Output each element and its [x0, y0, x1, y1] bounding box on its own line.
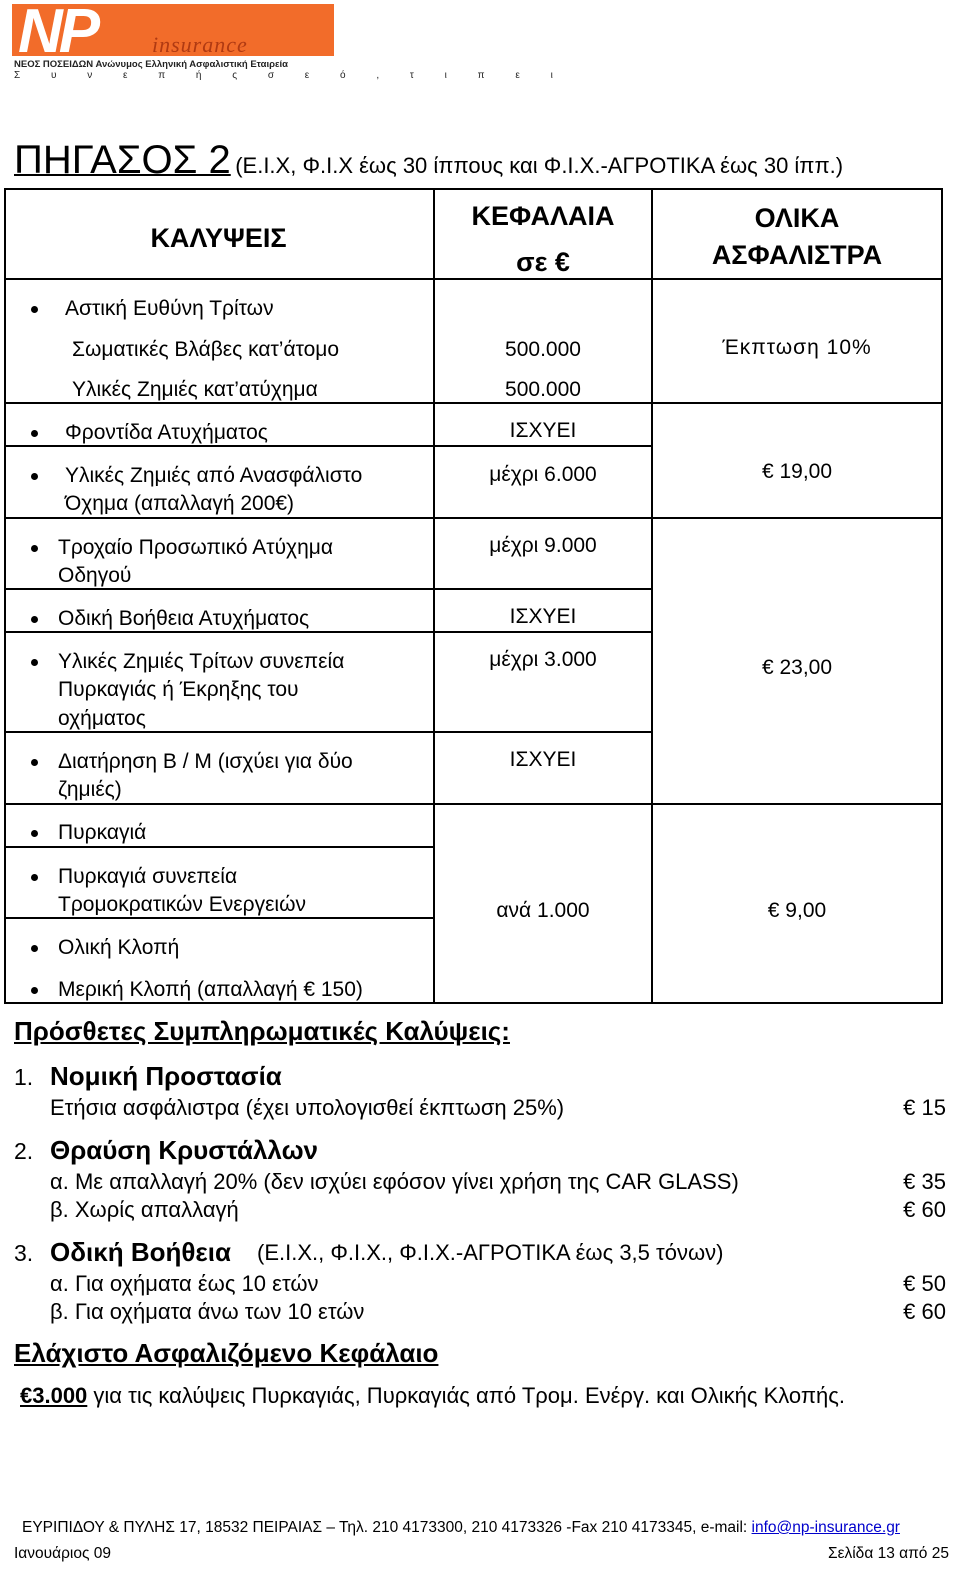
item-line: Ετήσια ασφάλιστρα (έχει υπολογισθεί έκπτωση 25%) — [50, 1095, 565, 1120]
coverage-accident-care: Φροντίδα Ατυχήματος — [65, 421, 268, 444]
bullet — [31, 987, 38, 994]
coverage-personal-accident-line1: Τροχαίο Προσωπικό Ατύχημα — [58, 536, 333, 559]
amount-property-damage: 500.000 — [505, 378, 581, 401]
bullet — [31, 473, 38, 480]
table-border — [941, 188, 943, 1004]
item-title: Οδική Βοήθεια — [50, 1237, 231, 1267]
header-premium: ΟΛΙΚΑ — [754, 203, 840, 233]
coverage-personal-accident-line2: Οδηγού — [58, 564, 132, 587]
table-divider — [433, 188, 435, 1004]
item-title: Νομική Προστασία — [50, 1061, 282, 1091]
header-capital: ΚΕΦΑΛΑΙΑ — [471, 201, 615, 231]
bullet — [31, 659, 38, 666]
additional-coverages-title: Πρόσθετες Συμπληρωματικές Καλύψεις: — [14, 1016, 510, 1046]
company-logo — [12, 0, 567, 82]
coverage-uninsured-line1: Υλικές Ζημιές από Ανασφάλιστο — [65, 464, 363, 487]
product-scope: (Ε.Ι.Χ, Φ.Ι.Χ έως 30 ίππους και Φ.Ι.Χ.-ΑΓΡΟΤΙΚΑ έως 30 ίππ.) — [235, 153, 844, 178]
amount-uninsured: μέχρι 6.000 — [489, 463, 597, 486]
coverage-road-assist: Οδική Βοήθεια Ατυχήματος — [58, 607, 310, 630]
minimum-capital-text — [20, 1383, 845, 1409]
coverage-uninsured-line2: Όχημα (απαλλαγή 200€) — [65, 492, 295, 515]
coverage-civil-liability: Αστική Ευθύνη Τρίτων — [65, 297, 274, 320]
item-line: α. Για οχήματα έως 10 ετών — [50, 1271, 319, 1296]
item-number: 1. — [14, 1064, 34, 1090]
premium-group-1: € 19,00 — [761, 460, 833, 483]
premium-group-3: € 9,00 — [767, 899, 827, 922]
coverage-property-damage: Υλικές Ζημιές κατ’ατύχημα — [72, 378, 318, 401]
product-name: ΠΗΓΑΣΟΣ 2 — [14, 138, 231, 182]
bullet — [31, 545, 38, 552]
amount-accident-care: ΙΣΧΥΕΙ — [509, 419, 577, 442]
item-price: € 15 — [903, 1095, 946, 1120]
table-border — [4, 188, 943, 190]
coverage-terror-fire-line1: Πυρκαγιά συνεπεία — [58, 865, 238, 888]
coverage-fire-damage-line3: οχήματος — [58, 707, 146, 730]
bullet — [31, 430, 38, 437]
amount-bonus-malus: ΙΣΧΥΕΙ — [509, 748, 577, 771]
item-price: € 60 — [903, 1299, 946, 1324]
bullet — [31, 616, 38, 623]
minimum-capital-description: για τις καλύψεις Πυρκαγιάς, Πυρκαγιάς από Τρομ. Ενέργ. και Ολικής Κλοπής. — [93, 1383, 845, 1408]
logo-company-name: ΝΕΟΣ ΠΟΣΕΙΔΩΝ Ανώνυμος Ελληνική Ασφαλιστική Εταιρεία — [14, 59, 288, 70]
logo-tagline: Σ υ ν ε π ή ς σ ε ό , τ ι π ε ι — [14, 70, 567, 81]
item-price: € 60 — [903, 1197, 946, 1222]
coverage-fire: Πυρκαγιά — [58, 821, 147, 844]
bullet — [31, 830, 38, 837]
coverage-fire-damage-line2: Πυρκαγιάς ή Έκρηξης του — [58, 678, 299, 701]
coverage-total-theft: Ολική Κλοπή — [58, 936, 180, 959]
logo-insurance: insurance — [152, 32, 248, 57]
page-title — [14, 138, 843, 183]
item-number: 2. — [14, 1138, 34, 1164]
item-line: β. Για οχήματα άνω των 10 ετών — [50, 1299, 365, 1324]
item-price: € 35 — [903, 1169, 946, 1194]
item-line: β. Χωρίς απαλλαγή — [50, 1197, 239, 1222]
coverage-bonus-malus-line2: ζημιές) — [58, 778, 122, 801]
table-border — [4, 188, 6, 1004]
item-number: 3. — [14, 1240, 34, 1266]
bullet — [31, 759, 38, 766]
bullet — [31, 874, 38, 881]
header-capital-unit: σε € — [516, 247, 570, 277]
bullet — [31, 945, 38, 952]
table-divider — [651, 188, 653, 1004]
amount-road-assist: ΙΣΧΥΕΙ — [509, 605, 577, 628]
footer-page-number: Σελίδα 13 από 25 — [828, 1545, 949, 1562]
item-price: € 50 — [903, 1271, 946, 1296]
coverage-partial-theft: Μερική Κλοπή (απαλλαγή € 150) — [58, 978, 363, 1001]
amount-fire-damage: μέχρι 3.000 — [489, 648, 597, 671]
footer-email-link[interactable]: info@np-insurance.gr — [751, 1519, 900, 1536]
coverage-bonus-malus-line1: Διατήρηση Β / Μ (ισχύει για δύο — [58, 750, 353, 773]
bullet — [31, 306, 38, 313]
footer-address: ΕΥΡΙΠΙΔΟΥ & ΠΥΛΗΣ 17, 18532 ΠΕΙΡΑΙΑΣ – Τηλ. 210 4173300, 210 4173326 -Fax 210 4173345, e-mail: — [22, 1519, 752, 1536]
coverage-terror-fire-line2: Τρομοκρατικών Ενεργειών — [58, 893, 306, 916]
amount-personal-accident: μέχρι 9.000 — [489, 534, 597, 557]
item-title: Θραύση Κρυστάλλων — [50, 1135, 318, 1165]
header-coverages: ΚΑΛΥΨΕΙΣ — [150, 223, 287, 253]
footer-contact — [22, 1519, 900, 1537]
item-title-suffix: (Ε.Ι.Χ., Φ.Ι.Χ., Φ.Ι.Χ.-ΑΓΡΟΤΙΚΑ έως 3,5 τόνων) — [257, 1240, 724, 1265]
coverage-fire-damage-line1: Υλικές Ζημιές Τρίτων συνεπεία — [58, 650, 345, 673]
item-line: α. Με απαλλαγή 20% (δεν ισχύει εφόσον γίνει χρήση της CAR GLASS) — [50, 1169, 739, 1194]
amount-bodily-injury: 500.000 — [505, 338, 581, 361]
logo-brand: NP — [18, 0, 97, 66]
minimum-capital-title: Ελάχιστο Ασφαλιζόμενο Κεφάλαιο — [14, 1338, 439, 1368]
header-premium-2: ΑΣΦΑΛΙΣΤΡΑ — [711, 240, 883, 270]
premium-group-2: € 23,00 — [761, 656, 833, 679]
premium-discount: Έκπτωση 10% — [722, 336, 872, 359]
coverage-bodily-injury: Σωματικές Βλάβες κατ’άτομο — [72, 338, 340, 361]
footer-date: Ιανουάριος 09 — [14, 1545, 111, 1562]
table-rule — [4, 803, 943, 805]
minimum-capital-amount: €3.000 — [20, 1383, 88, 1408]
amount-per-thousand: ανά 1.000 — [496, 899, 590, 922]
